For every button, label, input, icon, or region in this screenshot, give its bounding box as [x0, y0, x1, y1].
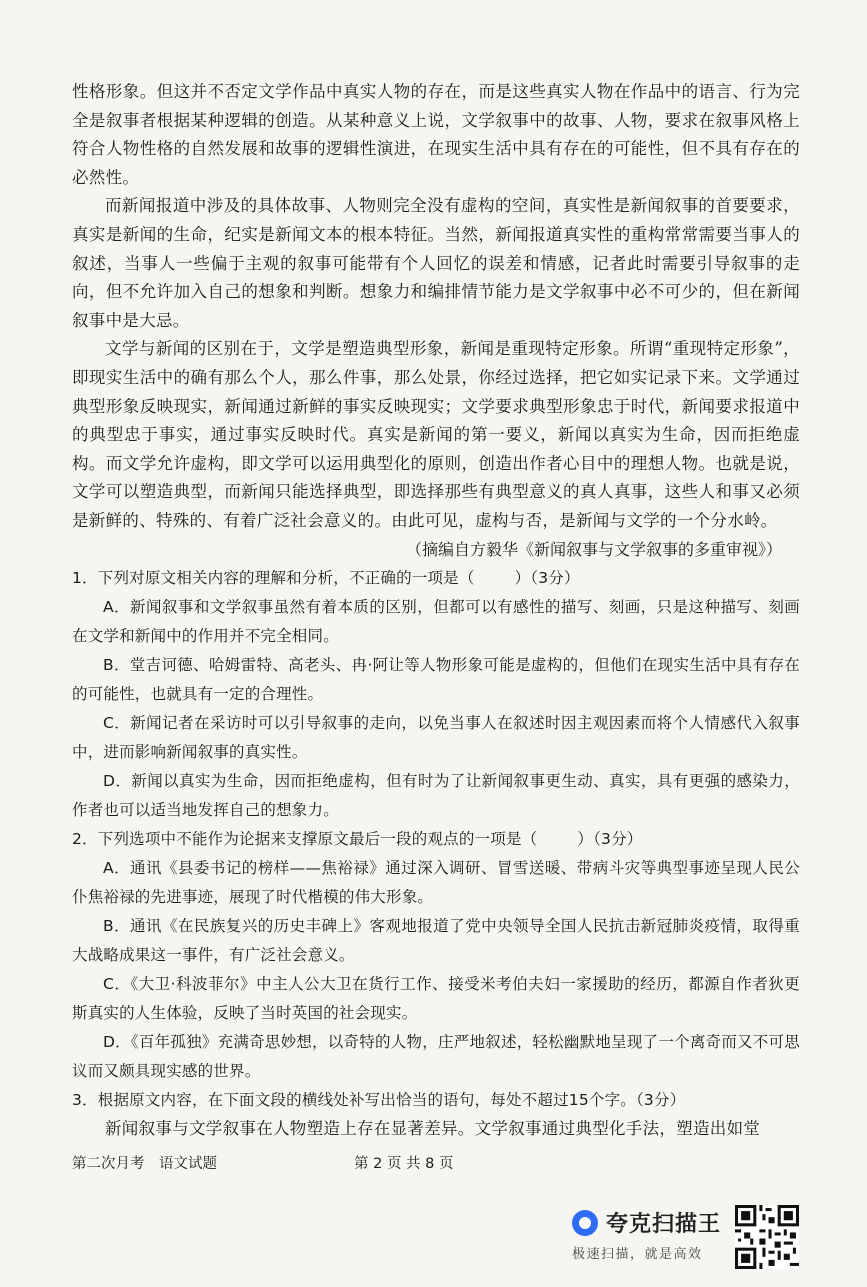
question-2-score: ）（3分） — [577, 829, 643, 848]
question-2-option-c: C．《大卫·科波菲尔》中主人公大卫在货行工作、接受米考伯夫妇一家援助的经历，都源自作者狄更斯真实的人生体验，反映了当时英国的社会现实。 — [72, 974, 800, 1022]
scanner-logo-icon — [572, 1210, 598, 1236]
question-3-text: 新闻叙事与文学叙事在人物塑造上存在显著差异。文学叙事通过典型化手法，塑造出如堂 — [105, 1118, 761, 1138]
footer-exam-title: 第二次月考 语文试题 — [72, 1156, 217, 1172]
scanner-slogan: 极速扫描，就是高效 — [572, 1247, 703, 1262]
scanner-app-name: 夸克扫描王 — [606, 1212, 722, 1237]
question-2-stem-text: 2．下列选项中不能作为论据来支撑原文最后一段的观点的一项是（ — [72, 829, 538, 848]
passage-paragraph-3: 文学与新闻的区别在于，文学是塑造典型形象，新闻是重现特定形象。所谓“重现特定形象”，即现实生活中的确有那么个人，那么件事，那么处景，你经过选择，把它如实记录下来。文学通过典型形象反映现实，新闻通过新鲜的事实反映现实；文学要求典型形象忠于时代，新闻要求报道中的典型忠于事实，通过事实反映时代。真实是新闻的第一要义，新闻以真实为生命，因而拒绝虚构。而文学允许虚构，即文学可以运用典型化的原则，创造出作者心目中的理想人物。也就是说，文学可以塑造典型，而新闻只能选择典型，即选择那些有典型意义的真人真事，这些人和事又必须是新鲜的、特殊的、有着广泛社会意义的。由此可见，虚构与否，是新闻与文学的一个分水岭。 — [72, 339, 800, 530]
question-1-option-b: B．堂吉诃德、哈姆雷特、高老头、冉·阿让等人物形象可能是虚构的，但他们在现实生活中具有存在的可能性，也就具有一定的合理性。 — [72, 655, 800, 703]
question-2-option-a: A．通讯《县委书记的榜样——焦裕禄》通过深入调研、冒雪送暖、带病斗灾等典型事迹呈现人民公仆焦裕禄的先进事迹，展现了时代楷模的伟大形象。 — [72, 858, 800, 906]
passage-source: （摘编自方毅华《新闻叙事与文学叙事的多重审视》） — [405, 539, 782, 559]
question-1-option-c: C．新闻记者在采访时可以引导叙事的走向，以免当事人在叙述时因主观因素而将个人情感代入叙事中，进而影响新闻叙事的真实性。 — [72, 713, 800, 761]
qr-code-icon — [735, 1205, 799, 1269]
question-1-stem — [72, 564, 800, 593]
page-content — [72, 78, 800, 1143]
question-2-option-b: B．通讯《在民族复兴的历史丰碑上》客观地报道了党中央领导全国人民抗击新冠肺炎疫情，取得重大战略成果这一事件，有广泛社会意义。 — [72, 916, 800, 964]
footer-page-number: 第 2 页 共 8 页 — [354, 1156, 454, 1172]
passage-paragraph-2: 而新闻报道中涉及的具体故事、人物则完全没有虚构的空间，真实性是新闻叙事的首要要求，真实是新闻的生命，纪实是新闻文本的根本特征。当然，新闻报道真实性的重构常常需要当事人的叙述，当事人一些偏于主观的叙事可能带有个人回忆的误差和情感，记者此时需要引导叙事的走向，但不允许加入自己的想象和判断。想象力和编排情节能力是文学叙事中必不可少的，但在新闻叙事中是大忌。 — [72, 196, 800, 330]
question-1-score: ）（3分） — [514, 568, 580, 587]
question-2-stem — [72, 825, 800, 854]
question-2-option-d: D．《百年孤独》充满奇思妙想，以奇特的人物，庄严地叙述，轻松幽默地呈现了一个离奇而又不可思议而又颇具现实感的世界。 — [72, 1032, 800, 1080]
question-1-option-a: A．新闻叙事和文学叙事虽然有着本质的区别，但都可以有感性的描写、刻画，只是这种描写、刻画在文学和新闻中的作用并不完全相同。 — [72, 597, 800, 645]
question-1-stem-text: 1．下列对原文相关内容的理解和分析，不正确的一项是（ — [72, 568, 475, 587]
scanner-watermark — [572, 1207, 732, 1267]
question-1-option-d: D．新闻以真实为生命，因而拒绝虚构，但有时为了让新闻叙事更生动、真实，具有更强的感染力，作者也可以适当地发挥自己的想象力。 — [72, 771, 800, 819]
passage-paragraph-1: 性格形象。但这并不否定文学作品中真实人物的存在，而是这些真实人物在作品中的语言、行为完全是叙事者根据某种逻辑的创造。从某种意义上说，文学叙事中的故事、人物，要求在叙事风格上符合人物性格的自然发展和故事的逻辑性演进，在现实生活中具有存在的可能性，但不具有存在的必然性。 — [72, 82, 800, 187]
question-3-stem: 3．根据原文内容，在下面文段的横线处补写出恰当的语句，每处不超过15个字。（3分） — [72, 1090, 686, 1109]
